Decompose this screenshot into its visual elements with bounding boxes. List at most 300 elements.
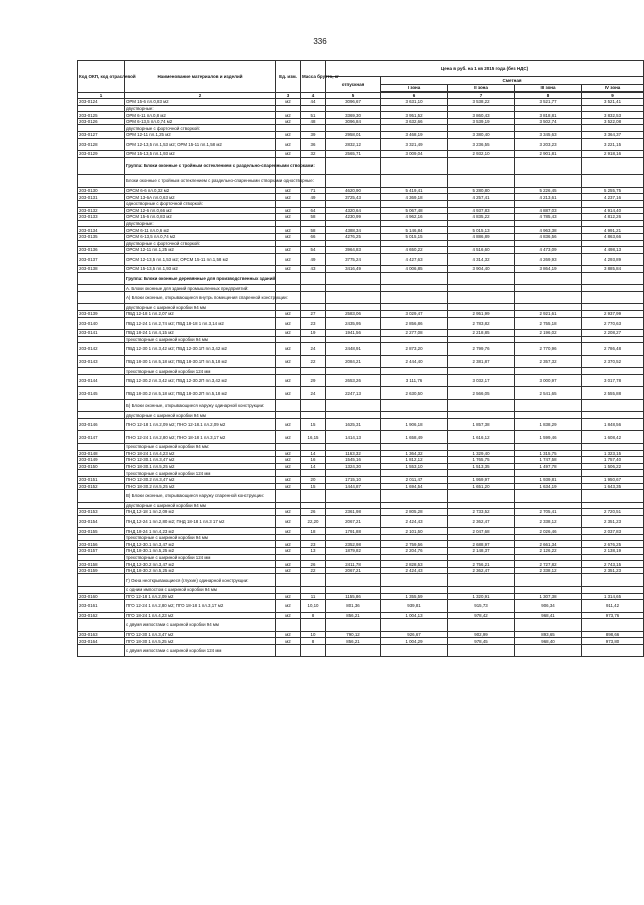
table-body xyxy=(78,99,644,657)
price-zone-1: 4 427,63 xyxy=(381,253,448,266)
row-unit xyxy=(276,368,301,375)
price-release xyxy=(326,412,381,419)
table-row xyxy=(78,631,644,638)
row-mass: 10 xyxy=(301,631,326,638)
price-zone-2: 1 651,20 xyxy=(448,483,515,490)
price-zone-3: 1 838,29 xyxy=(515,418,582,431)
row-code xyxy=(78,304,125,311)
row-code: 203-0141 xyxy=(78,330,125,337)
table-row xyxy=(78,151,644,158)
price-zone-4: 2 770,63 xyxy=(582,317,644,330)
header-zone-4: IV зона xyxy=(582,85,644,92)
row-code: 203-0150 xyxy=(78,463,125,470)
row-mass xyxy=(301,304,326,311)
row-unit xyxy=(276,502,301,509)
table-row xyxy=(78,476,644,483)
price-zone-1: 3 111,76 xyxy=(381,374,448,387)
row-unit: м2 xyxy=(276,187,301,194)
table-row xyxy=(78,138,644,151)
price-zone-2 xyxy=(448,443,515,450)
price-zone-3: 3 000,97 xyxy=(515,374,582,387)
row-code: 203-0149 xyxy=(78,457,125,464)
row-mass: 10,10 xyxy=(301,600,326,613)
price-release: 2832,12 xyxy=(326,138,381,151)
price-zone-3 xyxy=(515,220,582,227)
row-mass: 24 xyxy=(301,343,326,356)
table-row xyxy=(78,247,644,254)
price-zone-1 xyxy=(381,285,448,292)
price-release: 1414,13 xyxy=(326,431,381,444)
price-zone-2: 2 688,97 xyxy=(448,541,515,548)
row-mass xyxy=(301,412,326,419)
row-code xyxy=(78,291,125,304)
price-zone-3: 4 887,03 xyxy=(515,207,582,214)
row-mass xyxy=(301,272,326,285)
row-code: 203-0145 xyxy=(78,387,125,400)
price-zone-4: 4 914,40 xyxy=(582,207,644,214)
table-row xyxy=(78,450,644,457)
row-code: 203-0127 xyxy=(78,132,125,139)
row-mass: 23 xyxy=(301,317,326,330)
row-mass xyxy=(301,574,326,587)
price-zone-4: 4 237,16 xyxy=(582,194,644,201)
price-zone-4: 3 221,15 xyxy=(582,138,644,151)
price-zone-2 xyxy=(448,304,515,311)
price-zone-4: 3 521,41 xyxy=(582,99,644,106)
price-zone-1 xyxy=(381,291,448,304)
row-code: 203-0142 xyxy=(78,343,125,356)
row-unit xyxy=(276,240,301,247)
row-code: 203-0159 xyxy=(78,567,125,574)
price-zone-1 xyxy=(381,586,448,593)
price-zone-2 xyxy=(448,125,515,132)
price-zone-1: 4 369,18 xyxy=(381,194,448,201)
price-zone-3: 2 755,18 xyxy=(515,317,582,330)
table-row xyxy=(78,285,644,292)
row-mass: 23 xyxy=(301,541,326,548)
price-zone-1: 2 424,43 xyxy=(381,567,448,574)
price-zone-1 xyxy=(381,105,448,112)
row-code: 203-0126 xyxy=(78,118,125,125)
row-mass: 49 xyxy=(301,194,326,201)
row-name: ПГО 18-24 1 пл.4,23 м2 xyxy=(125,612,276,619)
price-zone-3 xyxy=(515,470,582,477)
price-zone-3: 968,41 xyxy=(515,612,582,619)
price-zone-1: 5 015,15 xyxy=(381,233,448,240)
row-unit: м2 xyxy=(276,476,301,483)
price-zone-4: 2 786,48 xyxy=(582,343,644,356)
price-zone-2 xyxy=(448,336,515,343)
price-release: 790,12 xyxy=(326,631,381,638)
row-code xyxy=(78,368,125,375)
row-mass: 29 xyxy=(301,374,326,387)
table-row xyxy=(78,541,644,548)
colnum: 3 xyxy=(276,93,301,99)
price-zone-2: 1 765,75 xyxy=(448,457,515,464)
row-mass: 13 xyxy=(301,548,326,555)
row-mass: 16,15 xyxy=(301,431,326,444)
price-release: 1941,56 xyxy=(326,330,381,337)
price-zone-1: 1 004,13 xyxy=(381,612,448,619)
price-zone-3 xyxy=(515,490,582,503)
table-row xyxy=(78,200,644,207)
price-zone-1: 2 011,47 xyxy=(381,476,448,483)
price-zone-3: 906,34 xyxy=(515,600,582,613)
table-row xyxy=(78,233,644,240)
row-name: двустворные с форточной створкой: xyxy=(125,125,276,132)
row-unit xyxy=(276,412,301,419)
price-zone-1: 1 658,49 xyxy=(381,431,448,444)
price-release xyxy=(326,490,381,503)
price-release xyxy=(326,157,381,175)
row-unit: м2 xyxy=(276,227,301,234)
price-zone-4: 4 293,89 xyxy=(582,253,644,266)
row-mass: 48 xyxy=(301,118,326,125)
row-code: 203-0147 xyxy=(78,431,125,444)
price-zone-2: 2 566,05 xyxy=(448,387,515,400)
table-row xyxy=(78,399,644,412)
row-name: ПВД 12-30 1 пл.3,42 м2; ПВД 12-30.1П пл.3,42 м2 xyxy=(125,343,276,356)
price-zone-3 xyxy=(515,502,582,509)
price-zone-3 xyxy=(515,285,582,292)
table-row xyxy=(78,310,644,317)
row-unit xyxy=(276,534,301,541)
price-zone-1 xyxy=(381,644,448,657)
row-code: 203-0160 xyxy=(78,593,125,600)
row-mass xyxy=(301,644,326,657)
row-mass xyxy=(301,586,326,593)
row-code: 203-0162 xyxy=(78,612,125,619)
price-zone-3: 1 315,75 xyxy=(515,450,582,457)
price-zone-3: 2 026,46 xyxy=(515,528,582,535)
price-zone-4 xyxy=(582,554,644,561)
row-unit xyxy=(276,272,301,285)
price-zone-1: 5 419,41 xyxy=(381,187,448,194)
row-unit: м2 xyxy=(276,631,301,638)
row-name: Блоки оконные с тройным остеклением с раздельно-спаренными створками одностворные: xyxy=(125,175,276,188)
price-zone-1 xyxy=(381,220,448,227)
price-zone-4: 2 037,83 xyxy=(582,528,644,535)
row-mass xyxy=(301,240,326,247)
colnum: 8 xyxy=(515,93,582,99)
table-row xyxy=(78,175,644,188)
table-row xyxy=(78,509,644,516)
price-zone-2: 3 236,55 xyxy=(448,138,515,151)
row-code xyxy=(78,586,125,593)
row-mass xyxy=(301,125,326,132)
price-zone-4 xyxy=(582,644,644,657)
row-unit: м2 xyxy=(276,600,301,613)
price-zone-4 xyxy=(582,336,644,343)
price-zone-1 xyxy=(381,157,448,175)
row-code: 203-0139 xyxy=(78,310,125,317)
row-code xyxy=(78,412,125,419)
table-row xyxy=(78,534,644,541)
row-mass: 32 xyxy=(301,151,326,158)
row-mass xyxy=(301,291,326,304)
price-release xyxy=(326,502,381,509)
price-zone-2: 2 783,82 xyxy=(448,317,515,330)
price-release: 2361,98 xyxy=(326,509,381,516)
price-zone-4: 1 314,65 xyxy=(582,593,644,600)
row-unit: м2 xyxy=(276,483,301,490)
row-code: 203-0151 xyxy=(78,476,125,483)
price-zone-1 xyxy=(381,368,448,375)
row-name: Группа: Блоки оконные с тройным остеклением с раздельно-спаренными створками: xyxy=(125,157,276,175)
row-mass xyxy=(301,443,326,450)
price-release xyxy=(326,125,381,132)
row-mass: 15 xyxy=(301,483,326,490)
price-zone-4: 1 950,67 xyxy=(582,476,644,483)
row-code xyxy=(78,157,125,175)
row-code xyxy=(78,105,125,112)
header-estimate: Сметная xyxy=(381,77,644,85)
row-name: ОРМ 6-13,5 пл.0,74 м2 xyxy=(125,118,276,125)
row-unit xyxy=(276,336,301,343)
row-name: ПНО 18-30.1 пл.5,25 м2 xyxy=(125,463,276,470)
row-name: ПВД 12-18 1 пл.2,07 м2 xyxy=(125,310,276,317)
row-mass: 14 xyxy=(301,450,326,457)
price-zone-4: 2 351,23 xyxy=(582,515,644,528)
row-name: ПНО 12-30.1 пл.3,47 м2 xyxy=(125,457,276,464)
price-zone-4: 4 498,13 xyxy=(582,247,644,254)
row-mass: 49 xyxy=(301,253,326,266)
row-unit: м2 xyxy=(276,509,301,516)
price-release: 1545,16 xyxy=(326,457,381,464)
row-code: 203-0129 xyxy=(78,151,125,158)
table-row xyxy=(78,638,644,645)
price-release xyxy=(326,534,381,541)
table-row xyxy=(78,304,644,311)
price-zone-4 xyxy=(582,240,644,247)
table-row xyxy=(78,600,644,613)
row-name: двустворные: xyxy=(125,220,276,227)
price-zone-2: 978,42 xyxy=(448,612,515,619)
price-zone-3: 2 921,61 xyxy=(515,310,582,317)
price-zone-2: 2 951,99 xyxy=(448,310,515,317)
price-release xyxy=(326,644,381,657)
price-zone-2 xyxy=(448,105,515,112)
row-mass: 22 xyxy=(301,355,326,368)
row-name: трехстворные с шириной коробки 94 мм xyxy=(125,336,276,343)
price-release: 4276,25 xyxy=(326,233,381,240)
price-zone-3: 1 634,19 xyxy=(515,483,582,490)
price-release xyxy=(326,470,381,477)
price-zone-4: 2 138,19 xyxy=(582,548,644,555)
row-mass xyxy=(301,534,326,541)
row-mass: 58 xyxy=(301,227,326,234)
price-zone-4: 973,76 xyxy=(582,612,644,619)
price-zone-4: 3 832,53 xyxy=(582,112,644,119)
price-zone-2 xyxy=(448,157,515,175)
price-zone-3: 2 196,02 xyxy=(515,330,582,337)
price-zone-4: 4 863,66 xyxy=(582,233,644,240)
row-unit xyxy=(276,644,301,657)
price-zone-1: 2 277,08 xyxy=(381,330,448,337)
price-zone-3: 3 818,81 xyxy=(515,112,582,119)
table-row xyxy=(78,272,644,285)
price-zone-3 xyxy=(515,157,582,175)
row-unit xyxy=(276,554,301,561)
row-mass: 26 xyxy=(301,561,326,568)
row-code: 203-0138 xyxy=(78,266,125,273)
row-code: 203-0153 xyxy=(78,509,125,516)
price-zone-2 xyxy=(448,175,515,188)
row-unit: м2 xyxy=(276,310,301,317)
price-zone-1 xyxy=(381,175,448,188)
price-zone-2: 1 959,97 xyxy=(448,476,515,483)
price-zone-1 xyxy=(381,443,448,450)
price-release: 2247,13 xyxy=(326,387,381,400)
price-zone-3 xyxy=(515,240,582,247)
price-zone-1 xyxy=(381,502,448,509)
price-release: 2067,21 xyxy=(326,567,381,574)
price-zone-2: 2 148,37 xyxy=(448,548,515,555)
price-zone-1: 2 805,28 xyxy=(381,509,448,516)
price-release: 1879,82 xyxy=(326,548,381,555)
row-name: ПВД 18-30 1 пл.5,18 м2; ПВД 18-30.1П пл.5,18 м2 xyxy=(125,355,276,368)
row-mass xyxy=(301,490,326,503)
row-name: ПНД 18-30.2 пл.5,25 м2 xyxy=(125,567,276,574)
row-unit: м2 xyxy=(276,194,301,201)
row-unit: м2 xyxy=(276,457,301,464)
row-code xyxy=(78,502,125,509)
price-zone-4: 1 506,22 xyxy=(582,463,644,470)
price-zone-3 xyxy=(515,200,582,207)
row-mass xyxy=(301,502,326,509)
price-release: 4230,99 xyxy=(326,214,381,221)
table-row xyxy=(78,112,644,119)
price-zone-1 xyxy=(381,200,448,207)
price-zone-2: 2 799,76 xyxy=(448,343,515,356)
price-zone-3: 893,65 xyxy=(515,631,582,638)
row-name: ПГО 18-30 1 пл.5,25 м2 xyxy=(125,638,276,645)
price-release: 4620,90 xyxy=(326,187,381,194)
price-zone-3 xyxy=(515,644,582,657)
row-code: 203-0128 xyxy=(78,138,125,151)
row-unit: м2 xyxy=(276,387,301,400)
table-row xyxy=(78,418,644,431)
row-name: ПНО 18-24 1 пл.4,23 м2 xyxy=(125,450,276,457)
price-zone-3 xyxy=(515,291,582,304)
price-release: 3964,83 xyxy=(326,247,381,254)
table-row xyxy=(78,253,644,266)
price-zone-3 xyxy=(515,399,582,412)
price-release: 3096,67 xyxy=(326,99,381,106)
row-unit: м2 xyxy=(276,132,301,139)
row-mass: 51 xyxy=(301,112,326,119)
row-unit xyxy=(276,574,301,587)
price-zone-4: 898,66 xyxy=(582,631,644,638)
row-mass: 39 xyxy=(301,132,326,139)
price-zone-4: 2 743,15 xyxy=(582,561,644,568)
table-row xyxy=(78,368,644,375)
price-zone-2: 5 015,13 xyxy=(448,227,515,234)
price-release: 2435,95 xyxy=(326,317,381,330)
row-mass: 8 xyxy=(301,638,326,645)
price-release: 1163,32 xyxy=(326,450,381,457)
row-unit xyxy=(276,200,301,207)
price-zone-2: 2 047,68 xyxy=(448,528,515,535)
row-mass xyxy=(301,554,326,561)
row-code xyxy=(78,443,125,450)
price-release: 4388,34 xyxy=(326,227,381,234)
price-zone-3 xyxy=(515,175,582,188)
row-unit: м2 xyxy=(276,253,301,266)
row-code: 203-0164 xyxy=(78,638,125,645)
price-zone-1: 1 364,32 xyxy=(381,450,448,457)
price-release xyxy=(326,399,381,412)
price-zone-1 xyxy=(381,304,448,311)
row-mass xyxy=(301,220,326,227)
row-unit: м2 xyxy=(276,355,301,368)
row-name: трехстворные с шириной коробки 94 мм xyxy=(125,534,276,541)
price-zone-4 xyxy=(582,470,644,477)
table-row xyxy=(78,266,644,273)
price-zone-2 xyxy=(448,272,515,285)
table-row xyxy=(78,343,644,356)
price-zone-3 xyxy=(515,125,582,132)
row-code: 203-0157 xyxy=(78,548,125,555)
row-unit: м2 xyxy=(276,207,301,214)
header-zone-2: II зона xyxy=(448,85,515,92)
row-code: 203-0134 xyxy=(78,227,125,234)
row-mass: 11 xyxy=(301,593,326,600)
price-zone-1: 3 951,52 xyxy=(381,112,448,119)
price-zone-2 xyxy=(448,490,515,503)
price-release xyxy=(326,200,381,207)
row-unit: м2 xyxy=(276,450,301,457)
colnum: 7 xyxy=(448,93,515,99)
price-zone-3: 2 705,41 xyxy=(515,509,582,516)
table-row xyxy=(78,220,644,227)
row-mass xyxy=(301,336,326,343)
price-zone-1: 4 006,85 xyxy=(381,266,448,273)
price-release xyxy=(326,574,381,587)
row-name: ОРМ 12-11 пл.1,25 м2 xyxy=(125,132,276,139)
price-zone-2: 1 329,40 xyxy=(448,450,515,457)
price-release: 1324,30 xyxy=(326,463,381,470)
row-name: ПНД 12-24 1 пл.2,80 м2; ПНД 18-18 1 пл.3 17 м2 xyxy=(125,515,276,528)
price-zone-1 xyxy=(381,470,448,477)
price-zone-3: 3 864,19 xyxy=(515,266,582,273)
row-unit xyxy=(276,220,301,227)
row-mass xyxy=(301,105,326,112)
table-row xyxy=(78,99,644,106)
table-row xyxy=(78,443,644,450)
price-zone-3: 2 661,34 xyxy=(515,541,582,548)
price-zone-2: 5 280,80 xyxy=(448,187,515,194)
price-zone-1: 5 067,48 xyxy=(381,207,448,214)
row-unit: м2 xyxy=(276,214,301,221)
price-zone-4 xyxy=(582,272,644,285)
row-mass: 18 xyxy=(301,528,326,535)
price-zone-4: 3 017,78 xyxy=(582,374,644,387)
price-release xyxy=(326,443,381,450)
price-zone-2 xyxy=(448,399,515,412)
price-zone-4: 2 720,51 xyxy=(582,509,644,516)
row-code xyxy=(78,272,125,285)
row-name: ПНО 12-18 1 пл.2,09 м2; ПНО 12-18.1 пл.2,09 м2 xyxy=(125,418,276,431)
price-zone-1: 926,67 xyxy=(381,631,448,638)
row-name: ПВД 18-30.2 пл.5,18 м2; ПВД 18-30.2П пл.5,18 м2 xyxy=(125,387,276,400)
table-row xyxy=(78,317,644,330)
table-row xyxy=(78,502,644,509)
price-zone-4: 3 885,84 xyxy=(582,266,644,273)
row-name: ОРСМ 13-6А пл.0,63 м2 xyxy=(125,194,276,201)
price-zone-3: 2 357,32 xyxy=(515,355,582,368)
row-unit: м2 xyxy=(276,343,301,356)
